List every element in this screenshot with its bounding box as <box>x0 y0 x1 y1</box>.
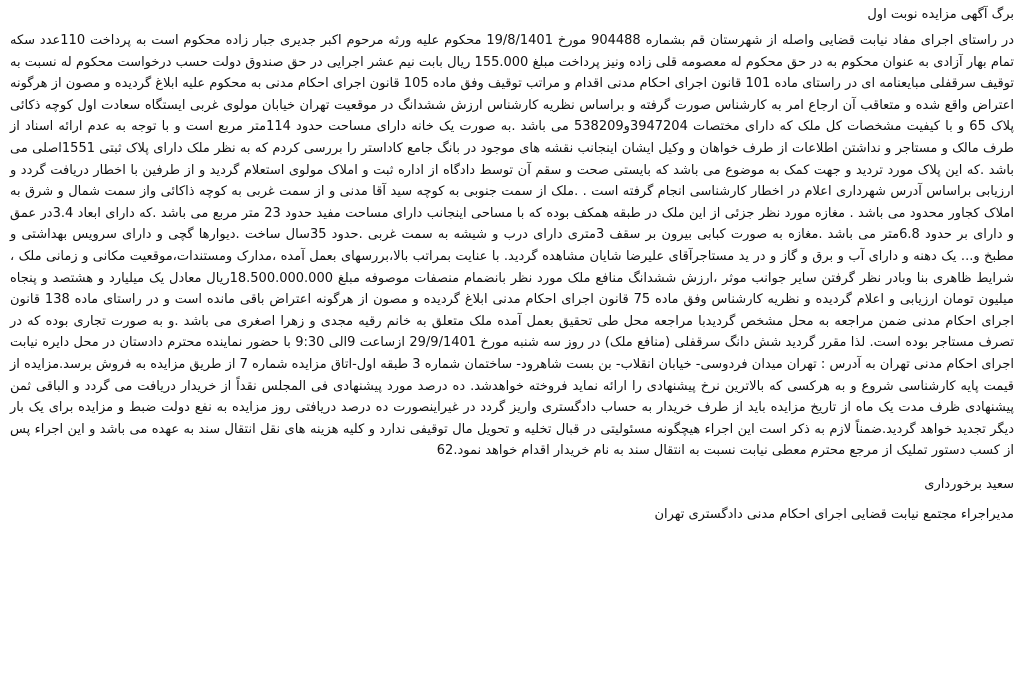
notice-body: در راستای اجرای مفاد نیابت قضایی واصله از شهرستان قم بشماره 904488 مورخ 19/8/1401 محکوم علیه ورثه مرحوم اکبر جدیری جبار زاده محکوم است به پرداخت 110عدد سکه تمام بهار آزادی به عنوان محکوم به در حق محکوم له معصومه قلی زاده ونیز پرداخت مبلغ 155.000 ریال بابت نیم عشر اجرایی در حق صندوق دولت حسب درخواست محکوم له نسبت به توقیف سرقفلی مبایعنامه ای در راستای ماده 101 قانون اجرای احکام مدنی اقدام و مراتب توقیف وفق ماده 105 قانون اجرای احکام مدنی به محکوم علیه ابلاغ گردیده و مصون از هرگونه اعتراض واقع شده و متعاقب آن ارجاع امر به کارشناس صورت گرفته و براساس نظریه کارشناس ارزش ششدانگ در موقعیت تهران خیابان مولوی غربی ایستگاه سعادت اول کوچه ذکائی پلاک 65 و با کیفیت مشخصات کل ملک که دارای مختصات 3947204و538209 می باشد .به صورت یک خانه دارای مساحت حدود 114متر مربع است و با توجه به عدم ارائه اسناد از طرف مالک و مستاجر و نداشتن اطلاعات از طرف خواهان و وکیل ایشان اینجانب نقشه های موجود در بانگ جامع کاداستر را بررسی کردم که به نظر ملک دارای پلاک ثبتی 1551اصلی می باشد .که این پلاک مورد تردید و جهت کمک به موضوع می باشد که بایستی صحت و سقم آن توسط دادگاه از اداره ثبت و املاک مولوی استعلام گردید و از طرفین با اخطار دریافت گردد و ارزیابی براساس آدرس شهرداری اعلام در اخطار کارشناسی انجام گرفته است . .ملک از سمت جنوبی به کوچه سید آقا مدنی و از سمت غربی به کوچه ذاکائی واز سمت شمال و شرق به املاک کجاور محدود می باشد . مغازه مورد نظر جزئی از این ملک در طبقه همکف بوده که با مساحی اینجانب دارای مساحت مفید حدود 23 متر مربع می باشد .که دارای ابعاد 3.4در عمق و دارای بر حدود 6.8متر می باشد .مغازه به صورت کبابی بیرون بر سقف 3متری دارای درب و شیشه به سمت غربی .حدود 35سال ساخت .دیوارها گچی و دارای سرویس بهداشتی و مطبخ و... یک دهنه و دارای آب و برق و گاز و در ید مستاجرآقای علیرضا شایان مشاهده گردید. با عنایت بمراتب بالا،بررسهای بعمل آمده ،مدارک ومستندات،موقعیت مکانی و زمانی ملک ، شرایط ظاهری بنا وبادر نظر گرفتن سایر جوانب موثر ،ارزش ششدانگ منافع ملک مورد نظر بانضمام منصفات موصوفه مبلغ 18.500.000.000ریال معادل یک میلیارد و هشتصد و پنجاه میلیون تومان ارزیابی و اعلام گردیده و نظریه کارشناس وفق ماده 75 قانون اجرای احکام مدنی ابلاغ گردیده و مصون از هرگونه اعتراض باقی مانده است و در راستای ماده 138 قانون اجرای احکام مدنی ضمن مراجعه به محل مشخص گردیدبا مراجعه محل طی تحقیق بعمل آمده ملک متعلق به خانم رقیه مجدی و زهرا اصغری می باشد .و به صورت تجاری بوده که در تصرف مستاجر بوده است. لذا مقرر گردید شش دانگ سرقفلی (منافع ملک) در روز سه شنبه مورخ 29/9/1401 ازساعت 9الی 9:30 با حضور نماینده محترم دادستان در محل دایره نیابت اجرای احکام مدنی تهران به آدرس : تهران میدان فردوسی- خیابان انقلاب- بن بست شاهرود- ساختمان شماره 3 طبقه اول-اتاق مزایده شماره 7 از طریق مزایده به فروش برسد.مزایده از قیمت پایه کارشناسی شروع و به هرکسی که بالاترین نرخ پیشنهادی را ارائه نماید فروخته خواهدشد. ده درصد مورد پیشنهادی فی المجلس نقداً از خریدار دریافت می گردد و الباقی ثمن پیشنهادی ظرف مدت یک ماه از تاریخ مزایده باید از طرف خریدار به حساب دادگستری واریز گردد در غیراینصورت ده درصد دریافتی روز مزایده به نفع دولت ضبط و مزایده برای یک بار دیگر تجدید خواهد گردید.ضمناً لازم به ذکر است این اجراء هیچگونه مسئولیتی در قبال تخلیه و تحویل مال توقیفی ندارد و کلیه هزینه های نقل انتقال سند به عهده می باشد و این اجراء پس از کسب دستور تملیک از مرجع محترم معطی نیابت نسبت به انتقال سند به نام خریدار اقدام خواهد نمود.62 <box>10 33 1015 459</box>
signer-name: سعید برخورداری <box>924 476 1014 492</box>
signer-office: مدیراجراء مجتمع نیابت قضایی اجرای احکام مدنی دادگستری تهران <box>654 506 1014 522</box>
notice-heading: برگ آگهی مزایده نوبت اول <box>867 7 1014 22</box>
